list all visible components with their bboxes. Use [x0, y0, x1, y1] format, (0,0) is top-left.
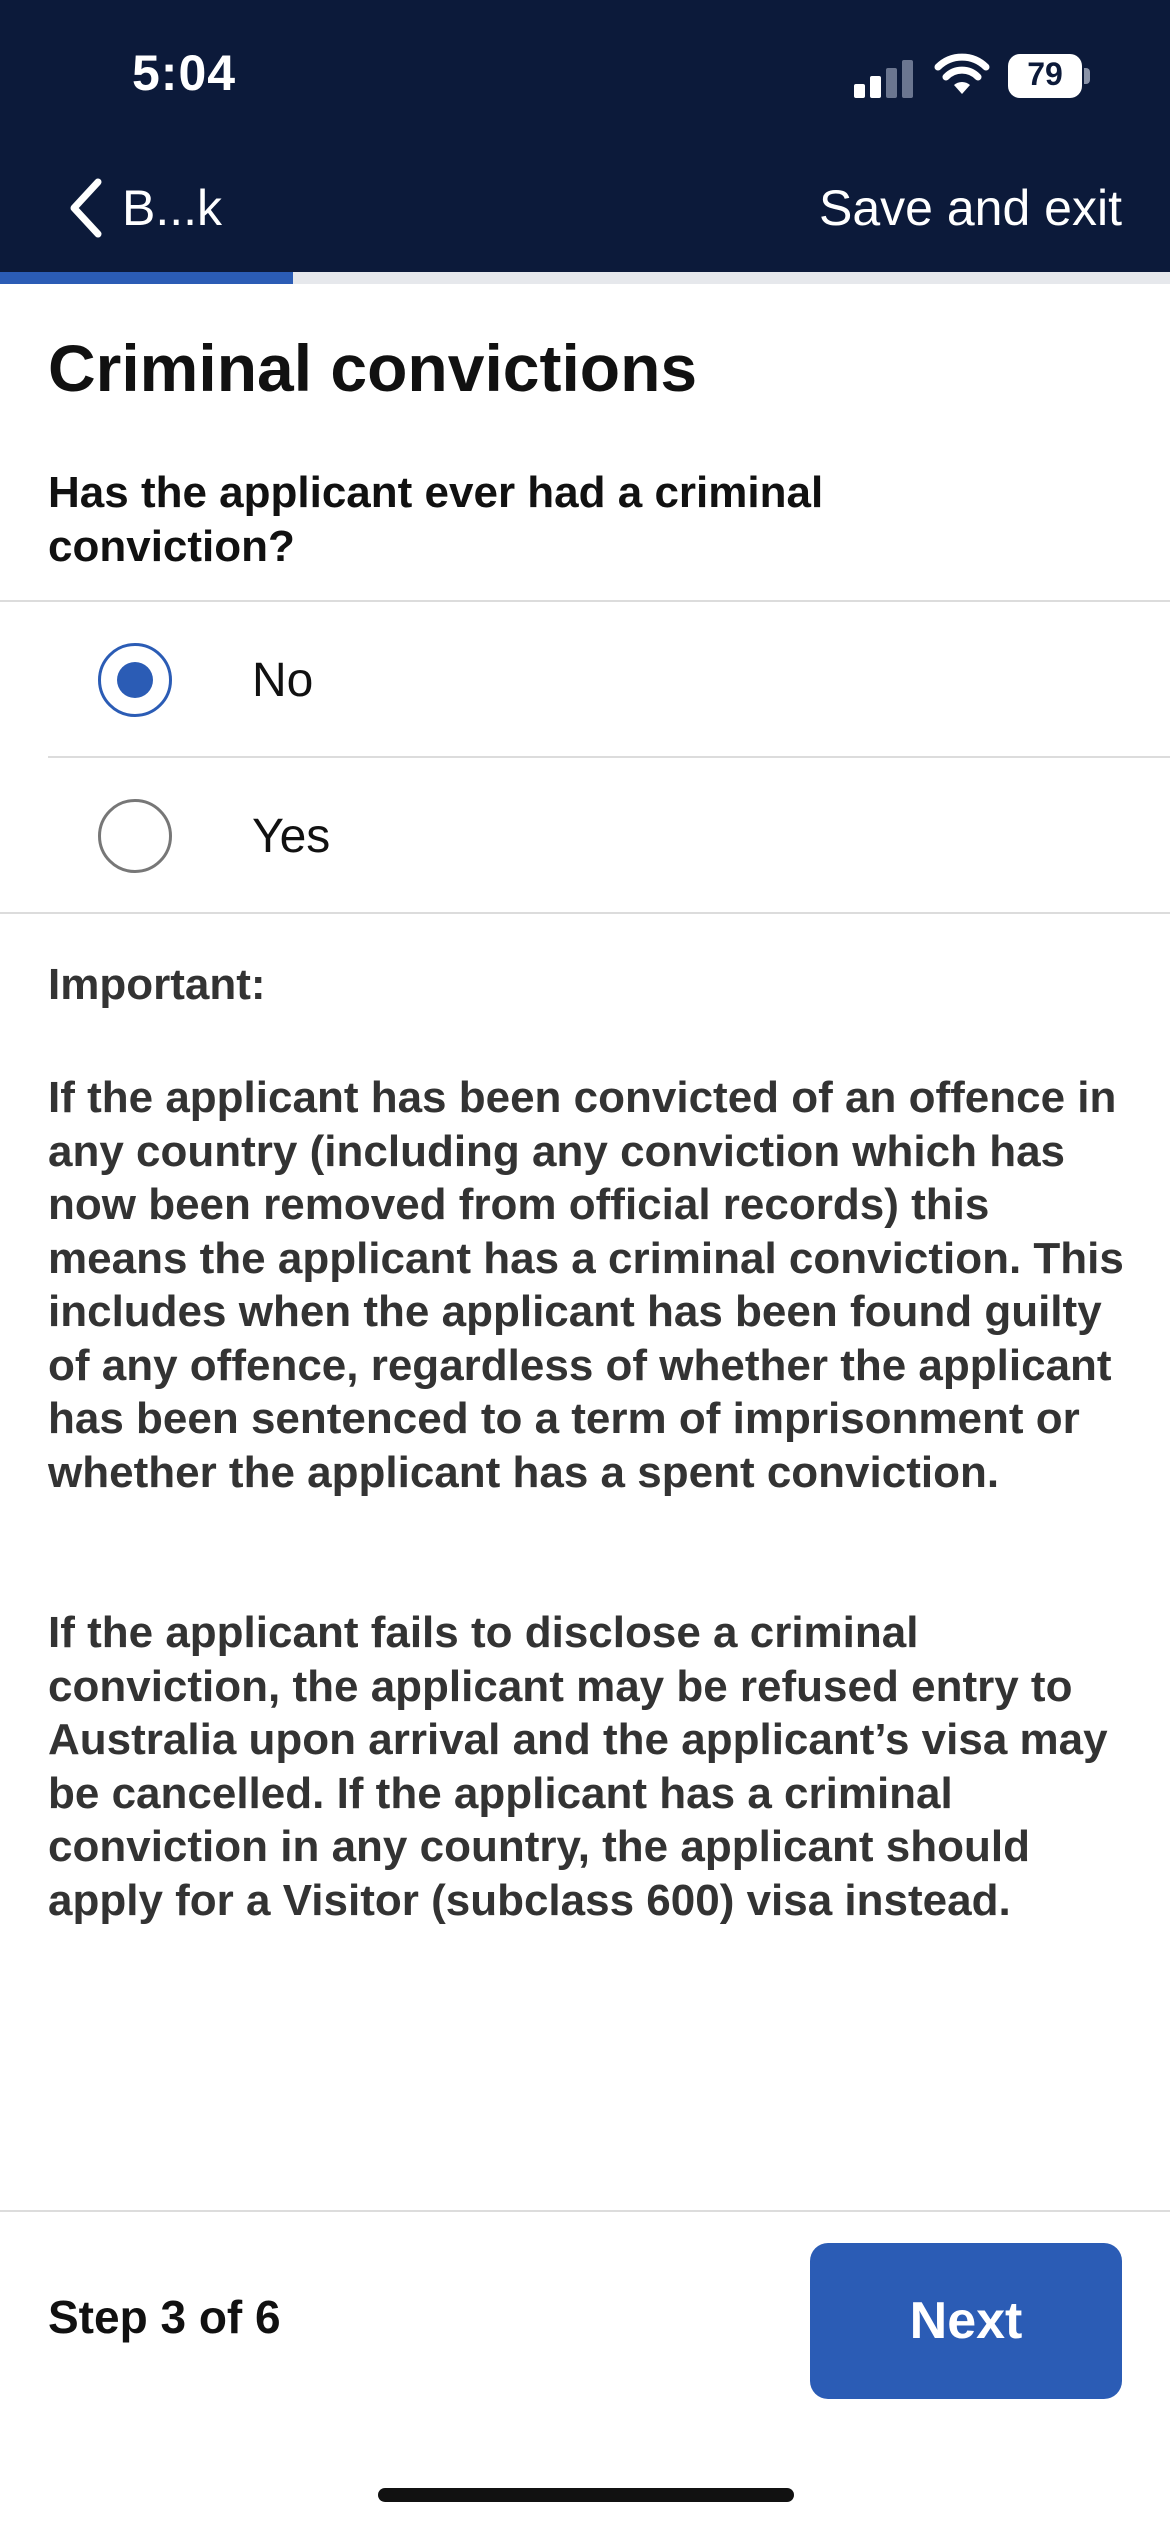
app-header: [0, 0, 1170, 272]
footer-divider: [0, 2210, 1170, 2212]
next-button[interactable]: Next: [810, 2243, 1122, 2399]
progress-bar: [0, 272, 1170, 284]
radio-option-label: No: [252, 653, 314, 707]
back-button-label: B...k: [122, 180, 223, 236]
important-heading: Important:: [48, 960, 266, 1009]
divider: [48, 756, 1170, 758]
radio-unselected-icon[interactable]: [98, 799, 172, 873]
radio-option-no[interactable]: [48, 603, 1170, 757]
page-title: Criminal convictions: [48, 331, 698, 405]
status-time: 5:04: [132, 45, 237, 101]
divider: [0, 600, 1170, 602]
battery-percentage: 79: [1027, 56, 1063, 92]
radio-option-yes[interactable]: [48, 759, 1170, 913]
wifi-icon: [934, 52, 990, 96]
save-and-exit-button[interactable]: Save and exit: [819, 180, 1122, 236]
question-label: Has the applicant ever had a criminal conviction?: [48, 468, 824, 571]
important-paragraph: If the applicant has been convicted of an offence in any country (including any conviction which has now been removed from official records) this means the applicant has a criminal conviction. This includes when the applicant has been found guilty of any offence, regardless of whether the applicant has been sentenced to a term of imprisonment or whether the applicant has a spent conviction.: [48, 1073, 1124, 1497]
progress-bar-fill: [0, 272, 293, 284]
chevron-left-icon: [64, 176, 108, 240]
important-paragraph: If the applicant fails to disclose a criminal conviction, the applicant may be refused entry to Australia upon arrival and the applicant’s visa may be cancelled. If the applicant has a criminal conviction in any country, the applicant should apply for a Visitor (subclass 600) visa instead.: [48, 1608, 1108, 1925]
divider: [0, 912, 1170, 914]
step-indicator: Step 3 of 6: [48, 2291, 281, 2343]
back-button[interactable]: [64, 168, 222, 248]
cellular-signal-icon: [854, 58, 914, 98]
radio-option-label: Yes: [252, 809, 331, 863]
radio-selected-icon[interactable]: [98, 643, 172, 717]
battery-icon: [1008, 54, 1088, 98]
home-indicator[interactable]: [378, 2488, 794, 2502]
